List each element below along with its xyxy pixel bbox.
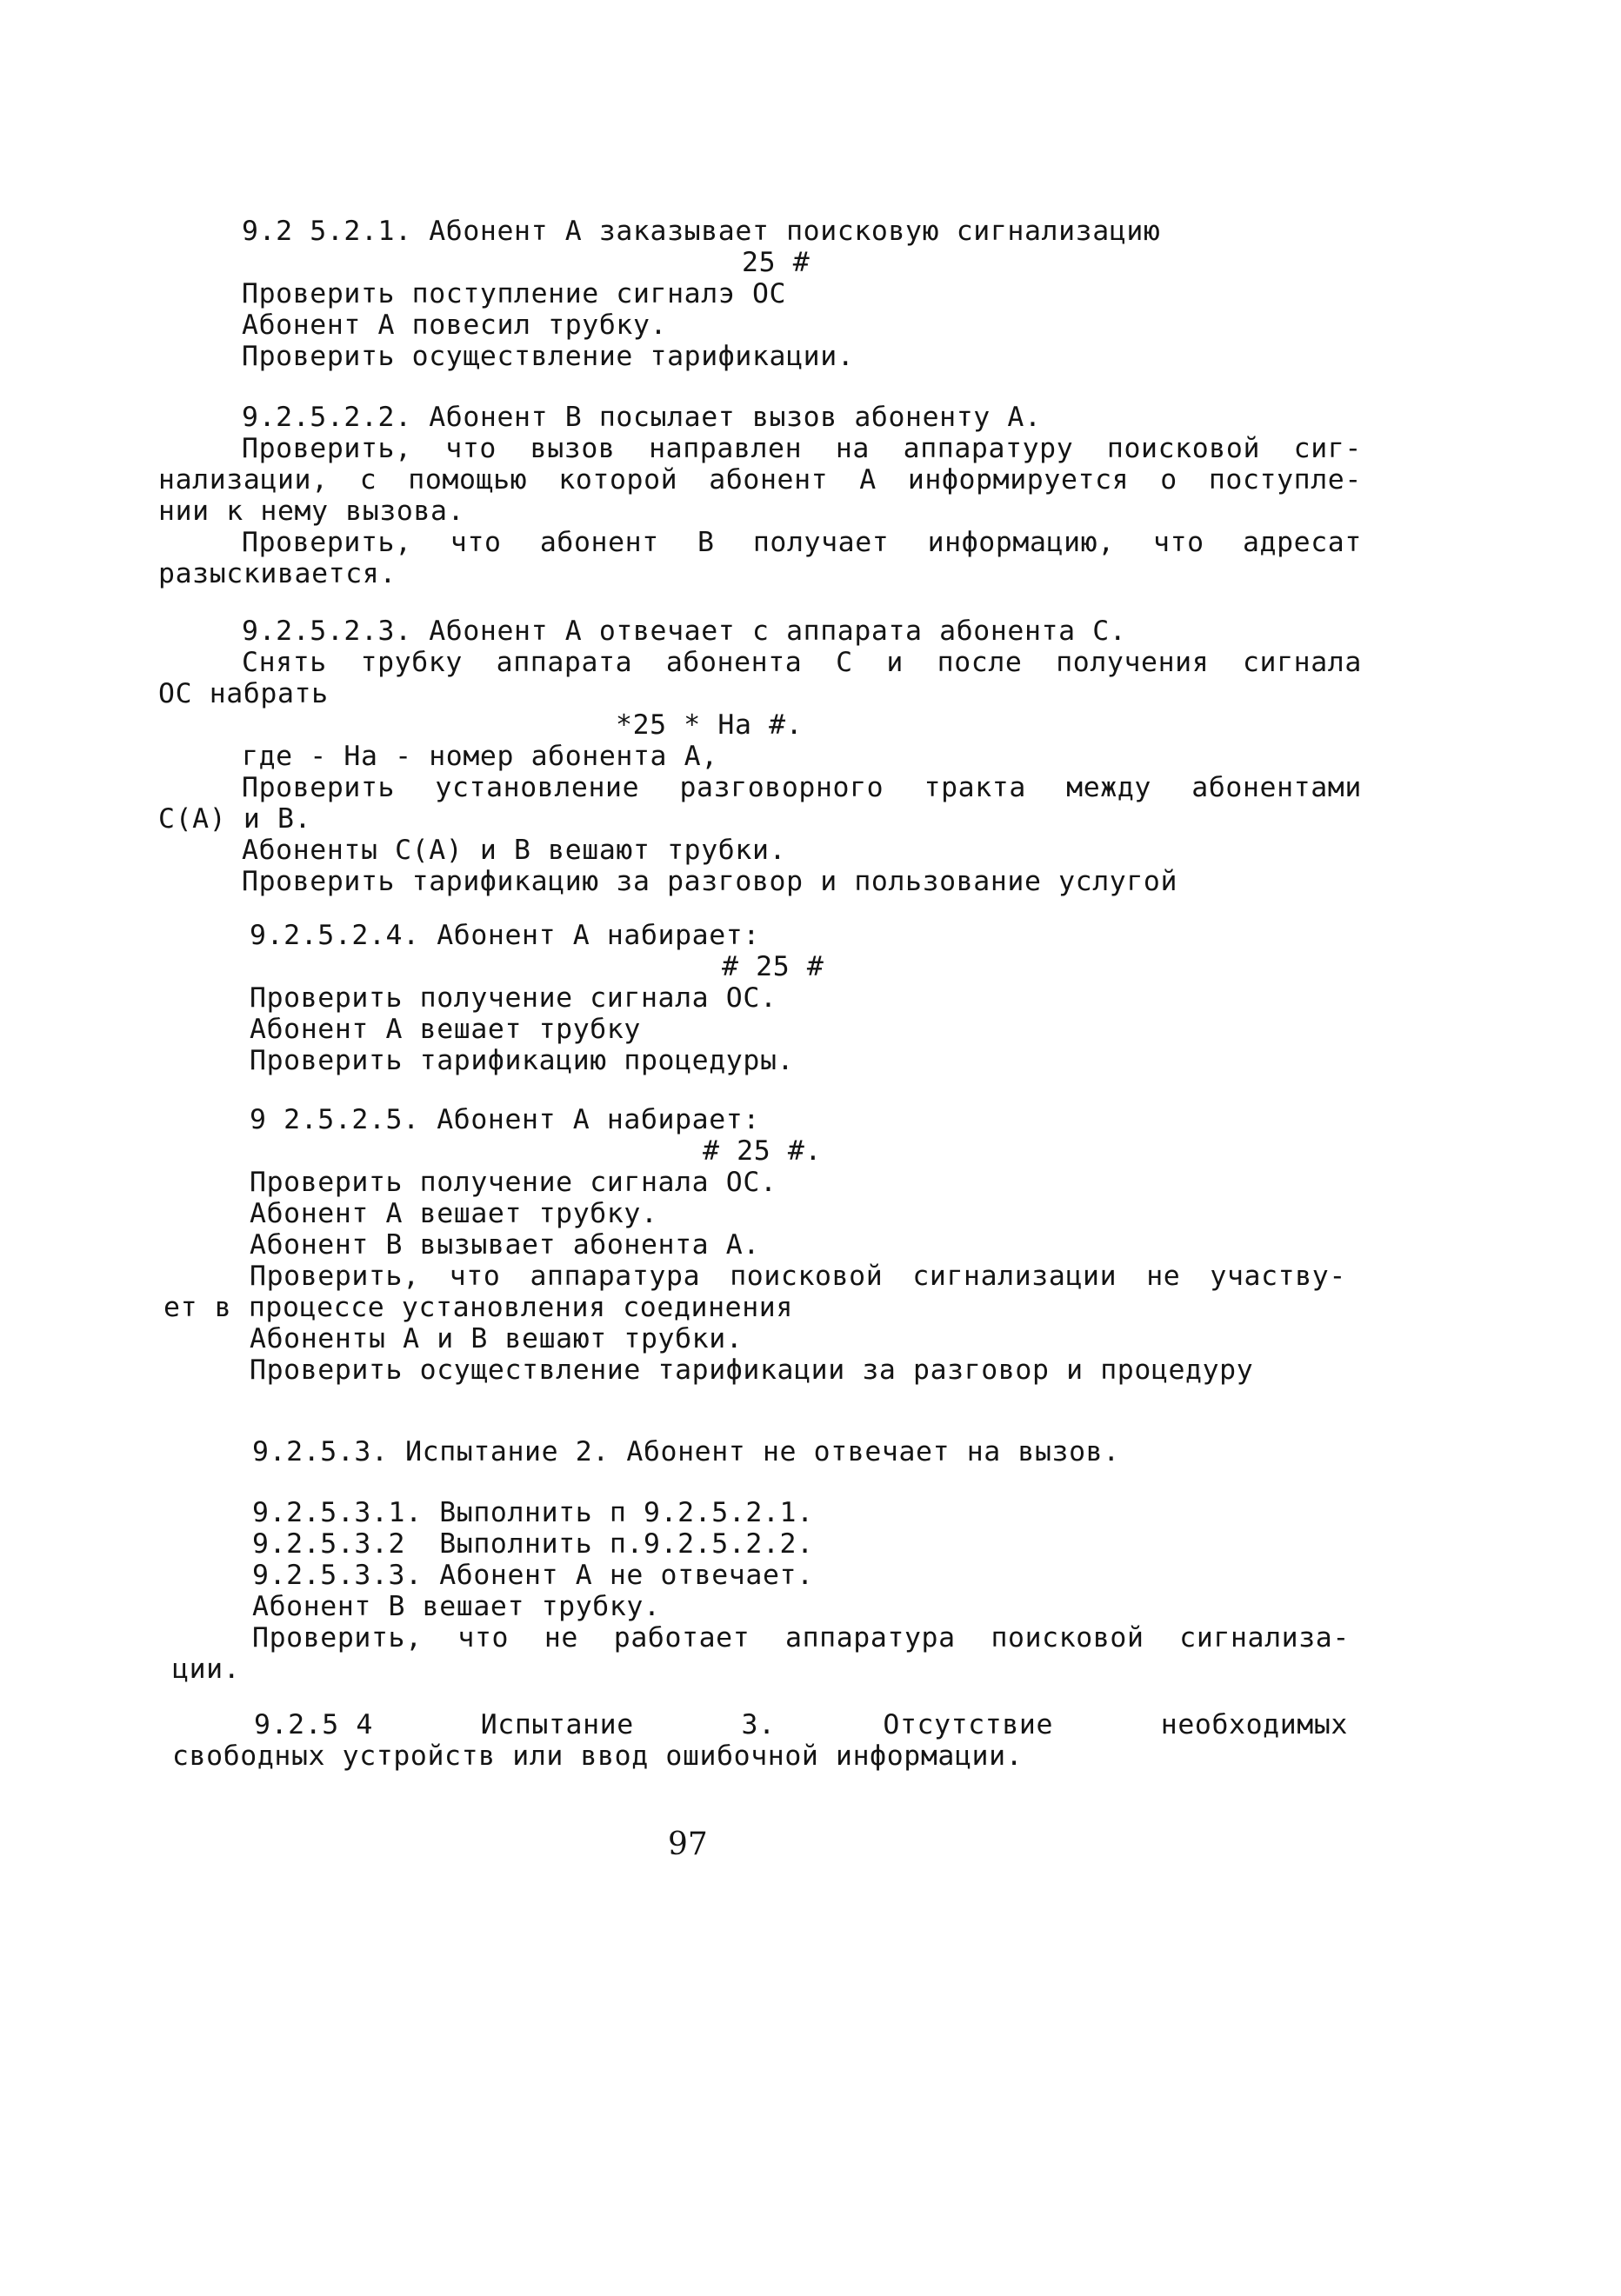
word: Испытание bbox=[480, 1709, 634, 1740]
text-line: Проверить получение сигнала ОС. bbox=[250, 1167, 777, 1198]
word: на bbox=[835, 433, 870, 464]
word: и bbox=[886, 647, 904, 678]
word: работает bbox=[613, 1622, 750, 1654]
word: 9.2.5 4 bbox=[254, 1709, 373, 1740]
text-line: Абонент А вешает трубку. bbox=[250, 1198, 658, 1229]
word: Проверить, bbox=[252, 1622, 423, 1654]
text-line: Проверить тарификацию процедуры. bbox=[250, 1045, 795, 1076]
justified-line bbox=[242, 433, 1362, 464]
word: что bbox=[445, 433, 497, 464]
word: А bbox=[859, 464, 877, 496]
text-line: разыскивается. bbox=[158, 558, 397, 589]
word: о bbox=[1160, 464, 1177, 496]
word: помощью bbox=[408, 464, 528, 496]
text-line: Проверить получение сигнала ОС. bbox=[250, 982, 777, 1014]
text-line: нии к нему вызова. bbox=[158, 496, 465, 527]
dial-code: 25 # bbox=[742, 247, 810, 278]
clause-9-2-5-2-4-heading: 9.2.5.2.4. Абонент А набирает: bbox=[250, 920, 760, 951]
word: тракта bbox=[924, 772, 1026, 803]
clause-9-2-5-2-2-heading: 9.2.5.2.2. Абонент В посылает вызов абоненту А. bbox=[242, 402, 1042, 433]
word: аппаратура bbox=[785, 1622, 956, 1654]
word: адресат bbox=[1242, 527, 1362, 558]
page-number: 97 bbox=[668, 1827, 708, 1862]
dial-code: # 25 # bbox=[722, 951, 824, 982]
justified-line bbox=[242, 647, 1362, 678]
word: сигнализа- bbox=[1179, 1622, 1350, 1654]
word: абонентами bbox=[1191, 772, 1362, 803]
word: информируется bbox=[907, 464, 1130, 496]
text-line: Абонент А повесил трубку. bbox=[242, 309, 668, 341]
word: установление bbox=[435, 772, 640, 803]
word: Отсутствие bbox=[883, 1709, 1054, 1740]
dial-code: # 25 #. bbox=[703, 1135, 822, 1167]
word: аппаратура bbox=[530, 1261, 701, 1292]
word: В bbox=[697, 527, 715, 558]
text-line: где - На - номер абонента А, bbox=[242, 741, 718, 772]
justified-line bbox=[242, 527, 1362, 558]
text-line: ции. bbox=[172, 1654, 241, 1685]
clause-9-2-5-2-5-heading: 9 2.5.2.5. Абонент А набирает: bbox=[250, 1104, 760, 1135]
word: что bbox=[450, 527, 502, 558]
word: получает bbox=[752, 527, 890, 558]
word: необходимых bbox=[1160, 1709, 1348, 1740]
word: сигнализации bbox=[912, 1261, 1117, 1292]
word: с bbox=[359, 464, 377, 496]
word: что bbox=[449, 1261, 501, 1292]
word: направлен bbox=[649, 433, 803, 464]
word: не bbox=[1146, 1261, 1181, 1292]
text-line: Проверить тарификацию за разговор и пользование услугой bbox=[242, 866, 1178, 897]
word: абонент bbox=[539, 527, 659, 558]
clause-9-2-5-2-1-heading: 9.2 5.2.1. Абонент А заказывает поисковую сигнализацию bbox=[242, 216, 1161, 247]
text-line: 9.2.5.3.1. Выполнить п 9.2.5.2.1. bbox=[252, 1497, 814, 1528]
word: которой bbox=[558, 464, 678, 496]
text-line: Абонент В вешает трубку. bbox=[252, 1591, 661, 1622]
word: абонента bbox=[665, 647, 803, 678]
word: нализации, bbox=[158, 464, 329, 496]
word: аппаратуру bbox=[903, 433, 1074, 464]
text-line: Абонент В вызывает абонента А. bbox=[250, 1229, 760, 1261]
word: не bbox=[544, 1622, 578, 1654]
text-line: свободных устройств или ввод ошибочной информации. bbox=[172, 1740, 1024, 1772]
clause-9-2-5-4-heading bbox=[254, 1709, 1348, 1740]
word: сиг- bbox=[1293, 433, 1362, 464]
word: разговорного bbox=[679, 772, 884, 803]
word: Проверить, bbox=[242, 527, 412, 558]
word: вызов bbox=[530, 433, 616, 464]
word: аппарата bbox=[496, 647, 633, 678]
word: трубку bbox=[360, 647, 463, 678]
text-line: С(А) и В. bbox=[158, 803, 312, 835]
text-line: Абоненты А и В вешают трубки. bbox=[250, 1323, 744, 1354]
word: между bbox=[1066, 772, 1151, 803]
word: участву- bbox=[1210, 1261, 1346, 1292]
dial-code: *25 * На #. bbox=[616, 709, 804, 741]
word: Проверить bbox=[242, 772, 396, 803]
clause-9-2-5-2-3-heading: 9.2.5.2.3. Абонент А отвечает с аппарата абонента С. bbox=[242, 616, 1127, 647]
justified-line bbox=[242, 772, 1362, 803]
word: после bbox=[937, 647, 1023, 678]
text-line: Абоненты С(А) и В вешают трубки. bbox=[242, 835, 787, 866]
word: что bbox=[457, 1622, 510, 1654]
word: 3. bbox=[741, 1709, 776, 1740]
word: информацию, bbox=[927, 527, 1115, 558]
word: что bbox=[1153, 527, 1204, 558]
text-line: Проверить осуществление тарификации. bbox=[242, 341, 855, 372]
word: поисковой bbox=[991, 1622, 1144, 1654]
clause-9-2-5-3-heading: 9.2.5.3. Испытание 2. Абонент не отвечает на вызов. bbox=[252, 1436, 1120, 1467]
text-line: 9.2.5.3.3. Абонент А не отвечает. bbox=[252, 1560, 814, 1591]
word: С bbox=[836, 647, 853, 678]
text-line: Проверить осуществление тарификации за разговор и процедуру bbox=[250, 1354, 1254, 1386]
text-line: ет в процессе установления соединения bbox=[163, 1292, 793, 1323]
justified-line bbox=[252, 1622, 1350, 1654]
word: поисковой bbox=[730, 1261, 884, 1292]
text-line: 9.2.5.3.2 Выполнить п.9.2.5.2.2. bbox=[252, 1528, 814, 1560]
text-line: ОС набрать bbox=[158, 678, 329, 709]
text-line: Проверить поступление сигналэ ОС bbox=[242, 278, 787, 309]
word: Снять bbox=[242, 647, 327, 678]
word: сигнала bbox=[1242, 647, 1362, 678]
word: поисковой bbox=[1106, 433, 1261, 464]
word: Проверить, bbox=[242, 433, 412, 464]
justified-line bbox=[158, 464, 1362, 496]
word: получения bbox=[1056, 647, 1210, 678]
justified-line bbox=[250, 1261, 1346, 1292]
word: абонент bbox=[709, 464, 829, 496]
word: Проверить, bbox=[250, 1261, 420, 1292]
word: поступле- bbox=[1208, 464, 1362, 496]
text-line: Абонент А вешает трубку bbox=[250, 1014, 641, 1045]
